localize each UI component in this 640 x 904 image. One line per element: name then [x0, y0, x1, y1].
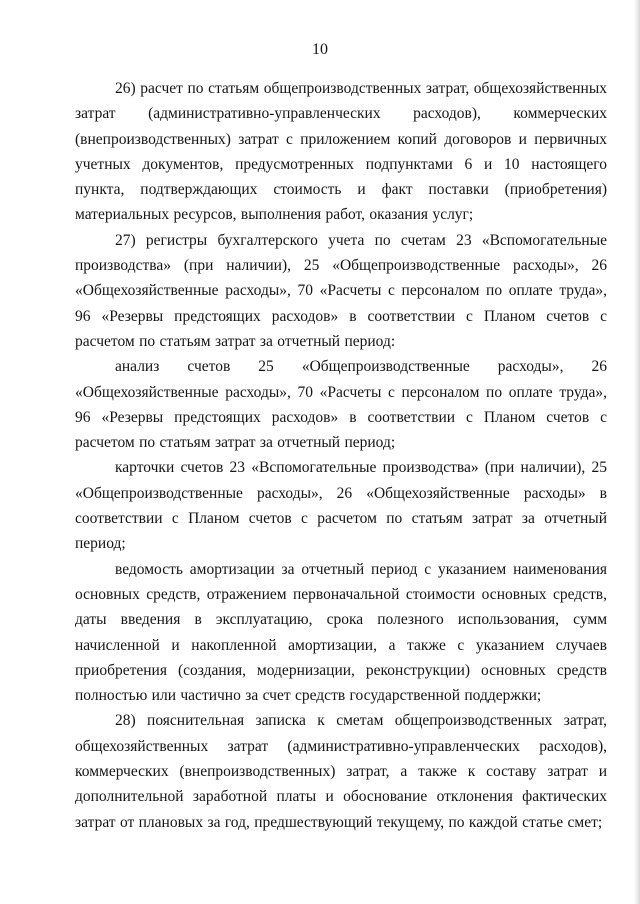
paragraph-depreciation-statement: ведомость амортизации за отчетный период с указанием наименования основных средств, отражением первоначальной стоимости основных средств, даты введения в эксплуатацию, срока полезного использования, сумм начисленной и накопленной амортизации, а также с указанием случаев приобретения (создания, модернизации, реконструкции) основных средств полностью или частично за счет средств государственной поддержки;: [75, 560, 607, 705]
paragraph-item-26: 26) расчет по статьям общепроизводственных затрат, общехозяйственных затрат (административно-управленческих расходов), коммерческих (внепроизводственных) затрат с приложением копий договоров и первичных учетных документов, предусмотренных подпунктами 6 и 10 настоящего пункта, подтверждающих стоимость и факт поставки (приобретения) материальных ресурсов, выполнения работ, оказания услуг;: [75, 80, 607, 224]
scan-edge-shadow: [634, 0, 640, 904]
paragraph-analysis-accounts: анализ счетов 25 «Общепроизводственные расходы», 26 «Общехозяйственные расходы», 70 «Расчеты с персоналом по оплате труда», 96 «Резервы предстоящих расходов» в соответствии с Планом счетов с расчетом по статьям затрат за отчетный период;: [75, 358, 607, 452]
page-number: 10: [312, 41, 328, 58]
paragraph-account-cards: карточки счетов 23 «Вспомогательные производства» (при наличии), 25 «Общепроизводственные расходы», 26 «Общехозяйственные расходы» в соответствии с Планом счетов с расчетом по статьям затрат за отчетный период;: [75, 459, 607, 553]
document-body: [75, 76, 607, 835]
paragraph-item-27: 27) регистры бухгалтерского учета по счетам 23 «Вспомогательные производства» (при наличии), 25 «Общепроизводственные расходы», 26 «Общехозяйственные расходы», 70 «Расчеты с персоналом по оплате труда», 96 «Резервы предстоящих расходов» в соответствии с Планом счетов с расчетом по статьям затрат за отчетный период:: [75, 231, 607, 350]
paragraph-item-28: 28) пояснительная записка к сметам общепроизводственных затрат, общехозяйственных затрат (административно-управленческих расходов), коммерческих (внепроизводственных) затрат, а также к составу затрат и дополнительной заработной платы и обоснование отклонения фактических затрат от плановых за год, предшествующий текущему, по каждой статье смет;: [75, 712, 607, 831]
